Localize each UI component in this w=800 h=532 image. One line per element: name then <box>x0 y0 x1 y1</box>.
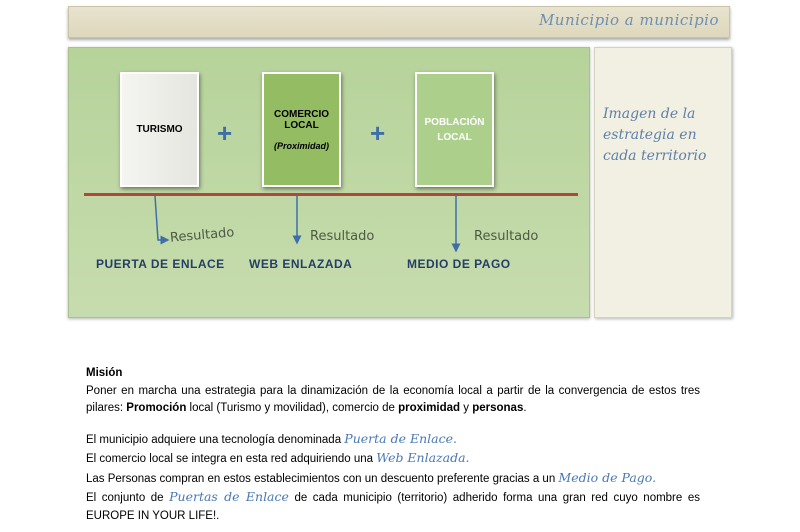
line-puerta-de-enlace <box>86 430 700 450</box>
text-run: Poner en marcha una estrategia para la dinamización de la economía local a partir de la convergencia de estos tres pilares: <box>86 384 700 414</box>
highlight-term: Puerta de Enlace. <box>344 430 457 446</box>
header-title: Municipio a municipio <box>538 11 719 29</box>
pillar-label: TURISMO <box>136 124 183 135</box>
pillar-label: COMERCIO LOCAL <box>274 108 329 131</box>
line-web-enlazada <box>86 449 700 469</box>
text-run: Las Personas compran en estos establecimientos con un descuento preferente gracias a un <box>86 472 559 485</box>
text-run-bold: proximidad <box>398 402 461 414</box>
highlight-term: Web Enlazada. <box>376 450 470 465</box>
line-medio-de-pago <box>86 469 700 489</box>
result-label-3: Resultado <box>474 229 539 244</box>
text-run: de cada municipio (territorio) adherido forma una gran red cuyo nombre es EUROPE IN YOUR LIFE!. <box>86 492 700 522</box>
text-run: El comercio local se integra en esta red adquiriendo una <box>86 453 377 465</box>
highlight-term: Medio de Pago. <box>558 469 657 485</box>
line-europe-in-your-life <box>86 488 700 525</box>
text-run: El municipio adquiere una tecnología denominada <box>86 433 345 446</box>
outcome-web-enlazada: WEB ENLAZADA <box>249 257 353 271</box>
text-run-bold: Promoción <box>126 402 187 414</box>
text-run: El conjunto de <box>86 492 170 504</box>
mission-title: Misión <box>86 367 123 379</box>
text-run: y <box>460 402 473 414</box>
text-run-bold: personas <box>472 402 524 414</box>
outcome-puerta-de-enlace: PUERTA DE ENLACE <box>96 257 225 271</box>
text-run: . <box>523 402 527 414</box>
pillar-sublabel: (Proximidad) <box>273 140 329 151</box>
result-label-2: Resultado <box>310 229 375 244</box>
highlight-term: Puertas de Enlace <box>169 489 289 504</box>
mission-text <box>86 365 700 525</box>
outcome-medio-de-pago: MEDIO DE PAGO <box>407 257 511 271</box>
plus-sign: + <box>370 118 386 148</box>
text-run: local (Turismo y movilidad), comercio de <box>186 402 399 414</box>
result-arrow-1 <box>155 196 165 240</box>
plus-sign: + <box>217 118 233 148</box>
side-note-text: Imagen de la estrategia en cada territorio <box>603 106 707 164</box>
pillar-label: POBLACIÓN LOCAL <box>424 116 485 143</box>
mission-paragraph <box>86 383 700 418</box>
result-label-1: Resultado <box>169 225 235 246</box>
